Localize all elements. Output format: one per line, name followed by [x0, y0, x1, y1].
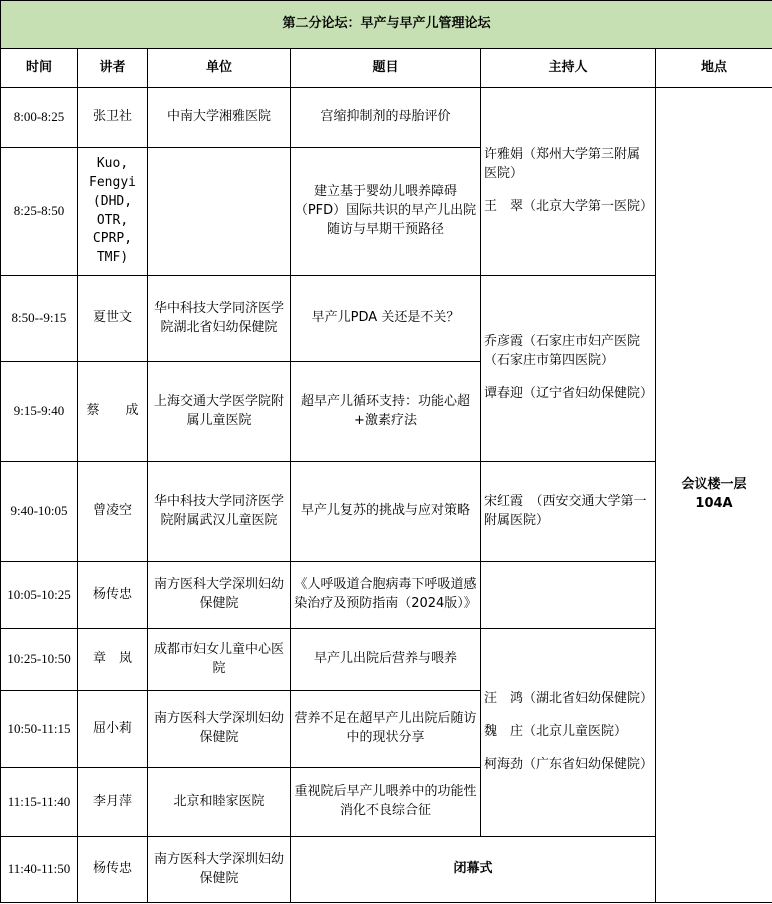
place-room: 104A	[695, 496, 733, 511]
row-time: 11:40-11:50	[1, 837, 78, 903]
closing-ceremony: 闭幕式	[291, 837, 656, 903]
host-name: 谭春迎（辽宁省妇幼保健院）	[484, 385, 654, 401]
header-unit: 单位	[148, 49, 291, 88]
row-speaker: 李月萍	[78, 768, 148, 837]
row-topic: 早产儿出院后营养与喂养	[291, 629, 481, 691]
table-row	[1, 88, 772, 148]
row-unit: 南方医科大学深圳妇幼保健院	[148, 691, 291, 768]
row-topic: 早产儿复苏的挑战与应对策略	[291, 462, 481, 562]
host-name: 许雅娟（郑州大学第三附属医院）	[484, 147, 641, 182]
row-time: 8:50--9:15	[1, 276, 78, 362]
row-time: 8:00-8:25	[1, 88, 78, 148]
row-speaker: 屈小莉	[78, 691, 148, 768]
row-speaker: 章 岚	[78, 629, 148, 691]
header-host: 主持人	[481, 49, 656, 88]
row-time: 11:15-11:40	[1, 768, 78, 837]
row-unit: 中南大学湘雅医院	[148, 88, 291, 148]
row-unit: 华中科技大学同济医学院湖北省妇幼保健院	[148, 276, 291, 362]
row-unit: 北京和睦家医院	[148, 768, 291, 837]
host-cell	[481, 88, 656, 276]
host-name: 魏 庄（北京儿童医院）	[484, 724, 628, 740]
row-time: 10:05-10:25	[1, 562, 78, 629]
row-speaker: 夏世文	[78, 276, 148, 362]
place-cell	[656, 88, 772, 903]
row-unit: 华中科技大学同济医学院附属武汉儿童医院	[148, 462, 291, 562]
row-speaker: 蔡 成	[78, 362, 148, 462]
host-name: 汪 鸿（湖北省妇幼保健院）	[484, 691, 654, 707]
row-topic: 建立基于婴幼儿喂养障碍（PFD）国际共识的早产儿出院随访与早期干预路径	[291, 148, 481, 276]
header-row	[1, 49, 772, 88]
row-topic: 超早产儿循环支持：功能心超+激素疗法	[291, 362, 481, 462]
row-topic: 营养不足在超早产儿出院后随访中的现状分享	[291, 691, 481, 768]
header-place: 地点	[656, 49, 772, 88]
row-time: 9:40-10:05	[1, 462, 78, 562]
header-time: 时间	[1, 49, 78, 88]
row-topic: 《人呼吸道合胞病毒下呼吸道感染治疗及预防指南（2024版）》	[291, 562, 481, 629]
forum-title: 第二分论坛：早产与早产儿管理论坛	[1, 1, 772, 49]
row-speaker: 曾凌空	[78, 462, 148, 562]
row-unit: 成都市妇女儿童中心医院	[148, 629, 291, 691]
row-speaker: 杨传忠	[78, 562, 148, 629]
row-speaker: Kuo, Fengyi (DHD, OTR, CPRP, TMF)	[78, 148, 148, 276]
row-topic: 早产儿PDA 关还是不关？	[291, 276, 481, 362]
row-topic: 重视院后早产儿喂养中的功能性消化不良综合征	[291, 768, 481, 837]
row-topic: 宫缩抑制剂的母胎评价	[291, 88, 481, 148]
row-time: 8:25-8:50	[1, 148, 78, 276]
host-cell	[481, 462, 656, 562]
host-cell-empty	[481, 562, 656, 629]
row-unit: 南方医科大学深圳妇幼保健院	[148, 837, 291, 903]
row-speaker: 张卫社	[78, 88, 148, 148]
place-building: 会议楼一层	[681, 477, 747, 493]
row-unit	[148, 148, 291, 276]
host-cell	[481, 629, 656, 837]
row-time: 9:15-9:40	[1, 362, 78, 462]
header-speaker: 讲者	[78, 49, 148, 88]
host-name: 王 翠（北京大学第一医院）	[484, 198, 654, 214]
row-time: 10:50-11:15	[1, 691, 78, 768]
host-name: 宋红霞 （西安交通大学第一附属医院）	[484, 493, 647, 528]
row-speaker: 杨传忠	[78, 837, 148, 903]
header-topic: 题目	[291, 49, 481, 88]
row-unit: 南方医科大学深圳妇幼保健院	[148, 562, 291, 629]
row-unit: 上海交通大学医学院附属儿童医院	[148, 362, 291, 462]
host-name: 柯海劲（广东省妇幼保健院）	[484, 756, 654, 772]
host-name: 乔彦霞（石家庄市妇产医院（石家庄市第四医院）	[484, 334, 641, 369]
host-cell	[481, 276, 656, 462]
row-time: 10:25-10:50	[1, 629, 78, 691]
